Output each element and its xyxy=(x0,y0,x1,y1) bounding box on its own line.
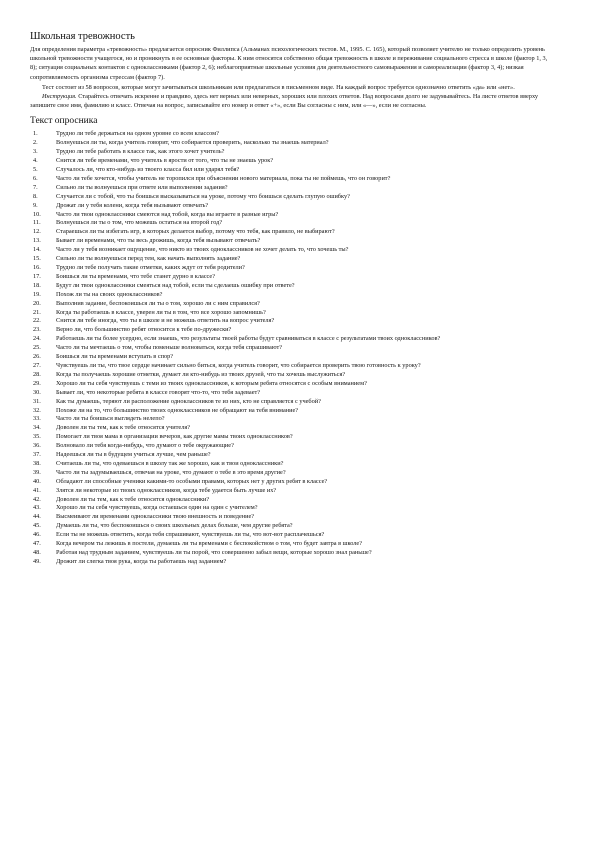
question-number: 21. xyxy=(33,308,41,316)
question-number: 20. xyxy=(33,299,41,307)
question-text: Чувствуешь ли ты, что твое сердце начинает сильно биться, когда учитель говорит, что собирается проверить твою готовность к уроку? xyxy=(56,361,421,369)
question-number: 8. xyxy=(33,192,38,200)
question-number: 35. xyxy=(33,433,41,441)
question-text: Бывает ли, что некоторые ребята в классе говорят что-то, что тебя задевает? xyxy=(56,388,261,396)
question-text: Помогает ли твоя мама в организации вечеров, как другие мамы твоих одноклассников? xyxy=(56,433,293,441)
question-text: Случалось ли, что кто-нибудь из твоего класса бил или ударял тебя? xyxy=(56,166,240,174)
question-text: Работая над трудным заданием, чувствуешь ли ты порой, что совершенно забыл вещи, которые хорошо знал раньше? xyxy=(56,549,372,557)
question-item xyxy=(30,433,555,442)
question-number: 15. xyxy=(33,255,41,263)
question-item xyxy=(30,398,555,407)
question-item xyxy=(30,442,555,451)
question-item xyxy=(30,504,555,513)
question-number: 38. xyxy=(33,459,41,467)
question-item xyxy=(30,380,555,389)
question-number: 37. xyxy=(33,451,41,459)
question-item xyxy=(30,362,555,371)
question-item xyxy=(30,344,555,353)
question-number: 18. xyxy=(33,281,41,289)
note-paragraph: Тест состоит из 58 вопросов, которые могут зачитываться школьникам или предлагаться в письменном виде. На каждый вопрос требуется однозначно ответить «да» или «нет». xyxy=(42,83,515,91)
question-item xyxy=(30,415,555,424)
question-text: Часто ли твои одноклассники смеются над тобой, когда вы играете в разные игры? xyxy=(56,210,279,218)
question-text: Трудно ли тебе работать в классе так, как этого хочет учитель? xyxy=(56,148,225,156)
question-number: 49. xyxy=(33,557,41,565)
question-item xyxy=(30,255,555,264)
question-number: 47. xyxy=(33,540,41,548)
question-item xyxy=(30,202,555,211)
question-text: Доволен ли ты тем, как к тебе относятся одноклассники? xyxy=(56,495,210,503)
question-text: Хорошо ли ты себя чувствуешь с теми из твоих одноклассников, к которым ребята относятся с особым вниманием? xyxy=(56,379,367,387)
question-item xyxy=(30,353,555,362)
question-number: 40. xyxy=(33,477,41,485)
question-number: 11. xyxy=(33,219,41,227)
question-number: 26. xyxy=(33,353,41,361)
question-item xyxy=(30,184,555,193)
question-text: Надеешься ли ты в будущем учиться лучше, чем раньше? xyxy=(56,451,211,459)
instruction-text: Старайтесь отвечать искренне и правдиво, здесь нет верных или неверных, хороших или плохих ответов. Над вопросами долго не задумывайтесь. На листе ответов вверху запишите свое имя, фамилию и класс. Отвечая на вопрос, записывайте его номер и ответ «+», если Вы согласны с ним, или «—», если не согласны. xyxy=(30,93,539,110)
question-number: 42. xyxy=(33,495,41,503)
question-text: Стараешься ли ты избегать игр, в которых делается выбор, потому что тебя, как правило, не выбирают? xyxy=(56,228,335,236)
question-item xyxy=(30,531,555,540)
question-text: Боишься ли ты временами вступать в спор? xyxy=(56,353,174,361)
question-item xyxy=(30,300,555,309)
question-item xyxy=(30,558,555,567)
question-text: Работаешь ли ты более усердно, если знаешь, что результаты твоей работы будут сравниваться в классе с результатами твоих одноклассников? xyxy=(56,335,441,343)
question-item xyxy=(30,130,555,139)
question-text: Будут ли твои одноклассники смеяться над тобой, если ты сделаешь ошибку при ответе? xyxy=(56,281,295,289)
question-item xyxy=(30,469,555,478)
question-text: Часто ли тебе хочется, чтобы учитель не торопился при объяснении нового материала, пока ты не поймешь, что он говорит? xyxy=(56,174,391,182)
question-item xyxy=(30,157,555,166)
question-item xyxy=(30,211,555,220)
question-item xyxy=(30,166,555,175)
question-text: Считаешь ли ты, что одеваешься в школу так же хорошо, как и твои одноклассники? xyxy=(56,459,284,467)
question-text: Трудно ли тебе получать такие отметки, каких ждут от тебя родители? xyxy=(56,264,245,272)
question-text: Как ты думаешь, теряют ли расположение одноклассников те из них, кто не справляется с учебой? xyxy=(56,397,321,405)
question-text: Боишься ли ты временами, что тебе станет дурно в классе? xyxy=(56,272,216,280)
question-text: Похоже ли на то, что большинство твоих одноклассников не обращают на тебя внимание? xyxy=(56,406,299,414)
question-text: Случается ли с тобой, что ты боишься высказываться на уроке, потому что боишься сделать глупую ошибку? xyxy=(56,192,350,200)
question-text: Выполнив задание, беспокоишься ли ты о том, хорошо ли с ним справился? xyxy=(56,299,260,307)
question-text: Волновало ли тебя когда-нибудь, что думают о тебе окружающие? xyxy=(56,442,234,450)
question-number: 36. xyxy=(33,442,41,450)
question-text: Сильно ли ты волнуешься перед тем, как начать выполнять задание? xyxy=(56,255,241,263)
question-text: Дрожит ли слегка твоя рука, когда ты работаешь над заданием? xyxy=(56,557,227,565)
question-text: Часто ли ты мечтаешь о том, чтобы поменьше волноваться, когда тебя спрашивают? xyxy=(56,344,283,352)
question-number: 43. xyxy=(33,504,41,512)
question-item xyxy=(30,228,555,237)
question-number: 16. xyxy=(33,264,41,272)
question-text: Обладают ли способные ученики какими-то особыми правами, которых нет у других ребят в классе? xyxy=(56,477,328,485)
question-text: Дрожат ли у тебя колени, когда тебя вызывают отвечать? xyxy=(56,201,209,209)
intro-paragraph: Для определения параметра «тревожность» предлагается опросник Филлипса (Альманах психологических тестов. М., 1995. С. 165), который позволяет учителю не только определить уровень школьной тревожности учащегося, но и проникнуть в ее основные факторы. К ним относятся собственно общая тревожность в школе и переживание социального стресса в школе (фактор 1, 3, 8); ситуация социальных контактов с одноклассниками (фактор 2, 6); неблагоприятные школьные условия для деятельностного самовыражения и самореализации (фактор 3, 4); низкая сопротивляемость организма стрессам (фактор 7). xyxy=(30,46,548,81)
question-item xyxy=(30,407,555,416)
question-number: 3. xyxy=(33,148,38,156)
question-number: 27. xyxy=(33,361,41,369)
instruction-label: Инструкция. xyxy=(42,93,77,101)
question-text: Бывает ли временами, что ты весь дрожишь, когда тебя вызывают отвечать? xyxy=(56,237,261,245)
question-text: Верно ли, что большинство ребят относится к тебе по-дружески? xyxy=(56,326,232,334)
question-item xyxy=(30,237,555,246)
question-item xyxy=(30,273,555,282)
question-number: 12. xyxy=(33,228,41,236)
question-text: Часто ли ты боишься выглядеть нелепо? xyxy=(56,415,165,423)
question-item xyxy=(30,139,555,148)
question-item xyxy=(30,246,555,255)
question-item xyxy=(30,513,555,522)
question-text: Думаешь ли ты, что беспокоишься о своих школьных делах больше, чем другие ребята? xyxy=(56,522,293,530)
question-number: 19. xyxy=(33,290,41,298)
question-number: 34. xyxy=(33,424,41,432)
question-number: 30. xyxy=(33,388,41,396)
question-text: Хорошо ли ты себя чувствуешь, когда остаешься один на один с учителем? xyxy=(56,504,258,512)
question-item xyxy=(30,193,555,202)
questions-list xyxy=(30,130,555,566)
question-item xyxy=(30,282,555,291)
question-text: Волнуешься ли ты, когда учитель говорит, что собирается проверить, насколько ты знаешь материал? xyxy=(56,139,329,147)
question-item xyxy=(30,148,555,157)
question-number: 2. xyxy=(33,139,38,147)
question-number: 7. xyxy=(33,183,38,191)
question-text: Часто ли у тебя возникает ощущение, что никто из твоих одноклассников не хочет делать то, что хочешь ты? xyxy=(56,246,349,254)
instruction-paragraph xyxy=(30,92,555,110)
question-number: 41. xyxy=(33,486,41,494)
question-item xyxy=(30,291,555,300)
question-item xyxy=(30,175,555,184)
question-text: Доволен ли ты тем, как к тебе относятся учителя? xyxy=(56,424,191,432)
question-item xyxy=(30,424,555,433)
question-item xyxy=(30,451,555,460)
question-text: Когда ты работаешь в классе, уверен ли ты в том, что все хорошо запомнишь? xyxy=(56,308,266,316)
question-text: Трудно ли тебе держаться на одном уровне со всем классом? xyxy=(56,130,219,138)
question-text: Злятся ли некоторые из твоих одноклассников, когда тебе удается быть лучше их? xyxy=(56,486,277,494)
question-number: 28. xyxy=(33,370,41,378)
question-text: Снится ли тебе временами, что учитель в ярости от того, что ты не знаешь урок? xyxy=(56,157,274,165)
question-number: 17. xyxy=(33,272,41,280)
question-item xyxy=(30,264,555,273)
question-number: 31. xyxy=(33,397,41,405)
question-number: 23. xyxy=(33,326,41,334)
question-item xyxy=(30,522,555,531)
question-number: 13. xyxy=(33,237,41,245)
question-item xyxy=(30,487,555,496)
question-number: 24. xyxy=(33,335,41,343)
question-item xyxy=(30,219,555,228)
question-text: Снится ли тебе иногда, что ты в школе и не можешь ответить на вопрос учителя? xyxy=(56,317,275,325)
question-item xyxy=(30,389,555,398)
question-number: 5. xyxy=(33,166,38,174)
question-number: 25. xyxy=(33,344,41,352)
question-item xyxy=(30,335,555,344)
question-item xyxy=(30,478,555,487)
question-number: 6. xyxy=(33,174,38,182)
question-text: Высмеивают ли временами одноклассники твою внешность и поведение? xyxy=(56,513,255,521)
question-number: 48. xyxy=(33,549,41,557)
question-text: Сильно ли ты волнуешься при ответе или выполнении задания? xyxy=(56,183,228,191)
question-number: 44. xyxy=(33,513,41,521)
question-item xyxy=(30,309,555,318)
question-number: 22. xyxy=(33,317,41,325)
questions-title: Текст опросника xyxy=(30,116,98,127)
document-title: Школьная тревожность xyxy=(30,31,135,42)
question-item xyxy=(30,371,555,380)
question-number: 4. xyxy=(33,157,38,165)
question-text: Когда вечером ты лежишь в постели, думаешь ли ты временами с беспокойством о том, что будет завтра в школе? xyxy=(56,540,363,548)
question-item xyxy=(30,317,555,326)
question-number: 10. xyxy=(33,210,41,218)
question-text: Волнуешься ли ты о том, что можешь остаться на второй год? xyxy=(56,219,223,227)
question-number: 29. xyxy=(33,379,41,387)
question-number: 46. xyxy=(33,531,41,539)
question-number: 1. xyxy=(33,130,38,138)
question-text: Часто ли ты задумываешься, отвечая на уроке, что думают о тебе в это время другие? xyxy=(56,468,286,476)
question-item xyxy=(30,496,555,505)
question-text: Если ты не можешь ответить, когда тебя спрашивают, чувствуешь ли ты, что вот-вот расплачешься? xyxy=(56,531,325,539)
question-number: 39. xyxy=(33,468,41,476)
question-number: 14. xyxy=(33,246,41,254)
question-text: Похож ли ты на своих одноклассников? xyxy=(56,290,163,298)
question-number: 32. xyxy=(33,406,41,414)
question-item xyxy=(30,540,555,549)
question-item xyxy=(30,326,555,335)
question-number: 45. xyxy=(33,522,41,530)
question-text: Когда ты получаешь хорошие отметки, думает ли кто-нибудь из твоих друзей, что ты хочешь выслужиться? xyxy=(56,370,346,378)
question-item xyxy=(30,549,555,558)
question-number: 33. xyxy=(33,415,41,423)
question-item xyxy=(30,460,555,469)
question-number: 9. xyxy=(33,201,38,209)
